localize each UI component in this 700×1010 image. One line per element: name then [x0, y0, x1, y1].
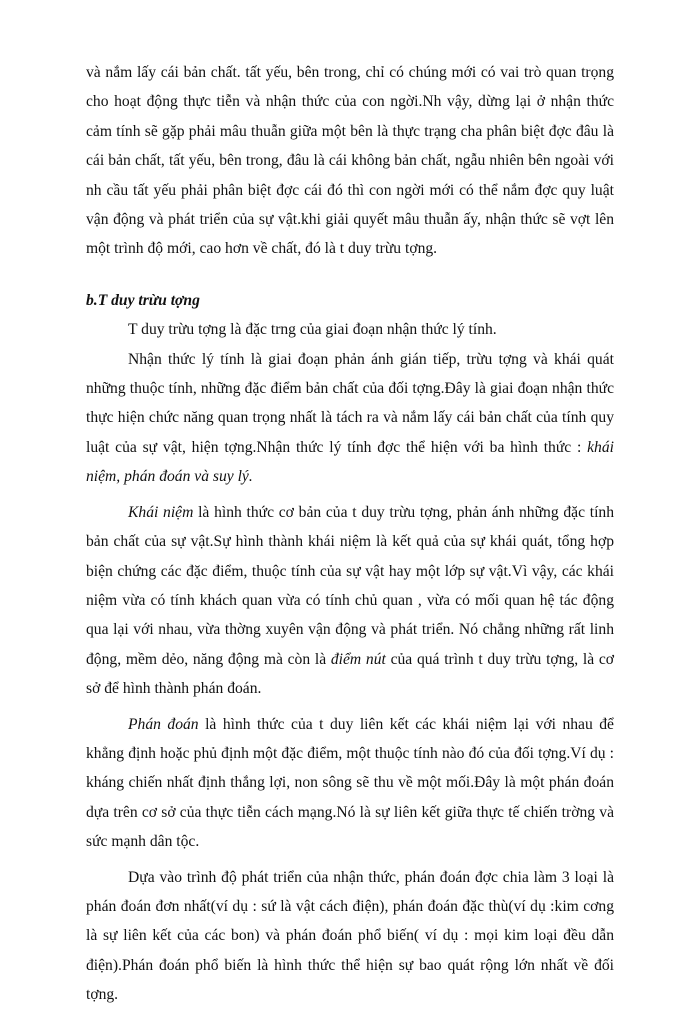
- rational-forms-italic: khái niệm, phán đoán và suy lý.: [86, 438, 614, 486]
- paragraph-judgment: [86, 710, 614, 857]
- document-page: [86, 58, 614, 1010]
- paragraph-judgment-types: Dựa vào trình độ phát triển của nhận thức, phán đoán đợc chia làm 3 loại là phán đoán đơn nhất(ví dụ : sứ là vật cách điện), phán đoán đặc thù(ví dụ :kim cơng là sự liên kết của các bon) và phán đoán phổ biến( ví dụ : mọi kim loại đều dẫn điện).Phán đoán phổ biến là hình thức thể hiện sự bao quát rộng lớn nhất về đối tợng.: [86, 868, 614, 1004]
- concept-term-node: điểm nút: [330, 650, 386, 668]
- rational-text: Nhận thức lý tính là giai đoạn phản ánh gián tiếp, trừu tợng và khái quát những thuộc tính, những đặc điểm bản chất của đối tợng.Đây là giai đoạn nhận thức thực hiện chức năng quan trọng nhất là tách ra và nắm lấy cái bản chất của tính quy luật của sự vật, hiện tợng.Nhận thức lý tính đợc thể hiện với ba hình thức :: [86, 350, 614, 456]
- paragraph-definition: T duy trừu tợng là đặc trng của giai đoạn nhận thức lý tính.: [128, 321, 497, 339]
- concept-term: Khái niệm: [128, 503, 194, 521]
- paragraph-intro: và nắm lấy cái bản chất. tất yếu, bên trong, chỉ có chúng mới có vai trò quan trọng cho hoạt động thực tiễn và nhận thức của con ngời.Nh vậy, dừng lại ở nhận thức cảm tính sẽ gặp phải mâu thuẫn giữa một bên là thực trạng cha phân biệt đợc đâu là cái bản chất, tất yếu, bên trong, đâu là cái không bản chất, ngẫu nhiên bên ngoài với nh cầu tất yếu phải phân biệt đợc cái đó thì con ngời mới có thể nắm đợc quy luật vận động và phát triển của sự vật.khi giải quyết mâu thuẫn ấy, nhận thức sẽ vợt lên một trình độ mới, cao hơn về chất, đó là t duy trừu tợng.: [86, 64, 614, 258]
- paragraph-concept: [86, 498, 614, 704]
- concept-text-a: là hình thức cơ bản của t duy trừu tợng, phản ánh những đặc tính bản chất của sự vật.Sự hình thành khái niệm là kết quả của sự khái quát, tổng hợp biện chứng các đặc điểm, thuộc tính của sự vật hay một lớp sự vật.Vì vậy, các khái niệm vừa có tính khách quan vừa có tính chủ quan , vừa có mối quan hệ tác động qua lại với nhau, vừa thờng xuyên vận động và phát triển. Nó chẳng những rất linh động, mềm dẻo, năng động mà còn là: [86, 503, 614, 668]
- paragraph-rational-cognition: [86, 345, 614, 492]
- section-heading: b.T duy trừu tợng: [86, 291, 200, 309]
- concept-text-b: của quá trình t duy trừu tợng, là cơ sở để hình thành phán đoán.: [86, 650, 615, 698]
- judgment-term: Phán đoán: [128, 715, 199, 733]
- judgment-text: là hình thức của t duy liên kết các khái niệm lại với nhau để khẳng định hoặc phủ định một đặc điểm, một thuộc tính nào đó của đối tợng.Ví dụ : kháng chiến nhất định thắng lợi, non sông sẽ thu về một mối.Đây là một phán đoán dựa trên cơ sở của thực tiễn cách mạng.Nó là sự liên kết giữa thực tế chiến trờng và sức mạnh dân tộc.: [86, 715, 614, 851]
